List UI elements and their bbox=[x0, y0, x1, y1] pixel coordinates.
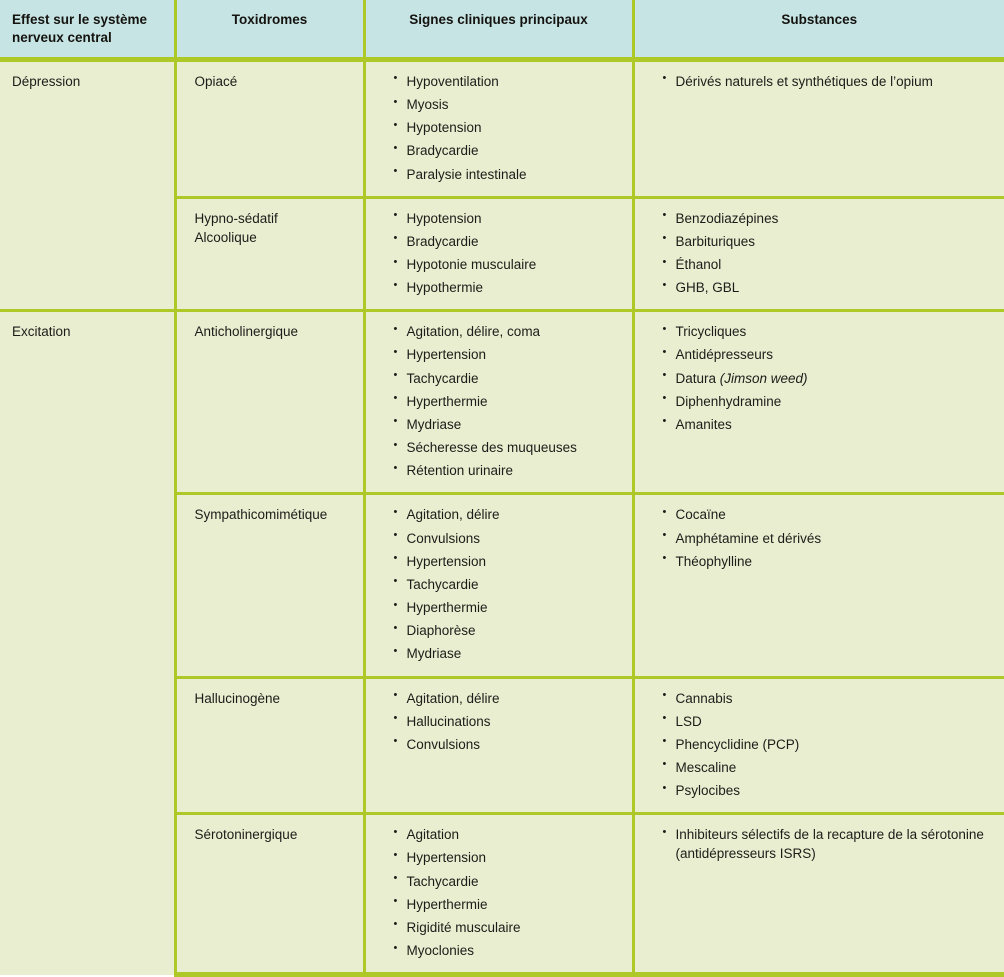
substance-item: • Tricycliques bbox=[663, 322, 995, 341]
sign-item-list bbox=[394, 825, 622, 960]
substance-item: • Antidépresseurs bbox=[663, 345, 995, 364]
sign-item: • Mydriase bbox=[394, 644, 622, 663]
cell-toxidrome bbox=[175, 494, 364, 677]
cell-substances bbox=[633, 814, 1004, 975]
sign-item: • Myoclonies bbox=[394, 941, 622, 960]
sign-item: • Tachycardie bbox=[394, 872, 622, 891]
table-row bbox=[0, 311, 1004, 494]
sign-item: • Hallucinations bbox=[394, 712, 622, 731]
sign-item: • Mydriase bbox=[394, 415, 622, 434]
cell-toxidrome bbox=[175, 197, 364, 311]
sign-item: • Hyperthermie bbox=[394, 895, 622, 914]
column-header-signes-cliniques: Signes cliniques principaux bbox=[364, 0, 633, 59]
sign-item: • Hypoventilation bbox=[394, 72, 622, 91]
substance-item: • Barbituriques bbox=[663, 232, 995, 251]
sign-item: • Bradycardie bbox=[394, 232, 622, 251]
sign-item: • Myosis bbox=[394, 95, 622, 114]
column-header-toxidromes: Toxidromes bbox=[175, 0, 364, 59]
effect-label: Dépression bbox=[12, 73, 81, 89]
substance-item: • Phencyclidine (PCP) bbox=[663, 735, 995, 754]
sign-item: • Hypertension bbox=[394, 848, 622, 867]
substance-item-list bbox=[663, 322, 995, 434]
substance-item: • Cocaïne bbox=[663, 505, 995, 524]
substance-item-list bbox=[663, 689, 995, 801]
sign-item-list bbox=[394, 72, 622, 184]
cell-toxidrome bbox=[175, 677, 364, 814]
sign-item: • Hyperthermie bbox=[394, 392, 622, 411]
sign-item: • Rigidité musculaire bbox=[394, 918, 622, 937]
cell-toxidrome bbox=[175, 814, 364, 975]
toxidrome-label: Hypno-sédatif bbox=[194, 210, 278, 226]
substance-item: • Dérivés naturels et synthétiques de l’opium bbox=[663, 72, 995, 91]
substance-item: • GHB, GBL bbox=[663, 278, 995, 297]
substance-item-list bbox=[663, 209, 995, 298]
sign-item: • Hypotension bbox=[394, 209, 622, 228]
cell-signes-cliniques bbox=[364, 59, 633, 197]
toxidrome-label: Sérotoninergique bbox=[194, 827, 298, 843]
sign-item: • Hypothermie bbox=[394, 278, 622, 297]
substance-item: • Diphenhydramine bbox=[663, 392, 995, 411]
sign-item-list bbox=[394, 209, 622, 298]
cell-toxidrome bbox=[175, 311, 364, 494]
toxidrome-label: Anticholinergique bbox=[194, 324, 299, 340]
substance-item: • Amphétamine et dérivés bbox=[663, 529, 995, 548]
column-header-effect: Effest sur le système nerveux central bbox=[0, 0, 175, 59]
substance-item: • Théophylline bbox=[663, 552, 995, 571]
substance-item-list bbox=[663, 825, 995, 863]
cell-substances bbox=[633, 59, 1004, 197]
cell-signes-cliniques bbox=[364, 814, 633, 975]
substance-item: • Cannabis bbox=[663, 689, 995, 708]
sign-item-list bbox=[394, 689, 622, 754]
sign-item: • Agitation, délire bbox=[394, 505, 622, 524]
toxidrome-label: Opiacé bbox=[194, 73, 238, 89]
cell-substances bbox=[633, 197, 1004, 311]
sign-item: • Rétention urinaire bbox=[394, 461, 622, 480]
sign-item: • Agitation, délire bbox=[394, 689, 622, 708]
sign-item: • Bradycardie bbox=[394, 141, 622, 160]
toxidrome-label: Sympathicomimétique bbox=[194, 507, 328, 523]
cell-substances bbox=[633, 677, 1004, 814]
substance-item: • Datura (Jimson weed) bbox=[663, 369, 995, 388]
substance-item: • Amanites bbox=[663, 415, 995, 434]
substance-item: • Benzodiazépines bbox=[663, 209, 995, 228]
italic-text: (Jimson weed) bbox=[719, 370, 808, 386]
cell-substances bbox=[633, 311, 1004, 494]
table-body bbox=[0, 59, 1004, 974]
sign-item: • Convulsions bbox=[394, 735, 622, 754]
effect-label: Excitation bbox=[12, 324, 71, 340]
table-header bbox=[0, 0, 1004, 59]
sign-item-list bbox=[394, 322, 622, 480]
sign-item: • Hypertension bbox=[394, 345, 622, 364]
sign-item: • Hypotension bbox=[394, 118, 622, 137]
substance-item: • Éthanol bbox=[663, 255, 995, 274]
sign-item: • Hypotonie musculaire bbox=[394, 255, 622, 274]
sign-item: • Agitation bbox=[394, 825, 622, 844]
substance-item-list bbox=[663, 505, 995, 570]
toxidrome-label: Hallucinogène bbox=[194, 690, 281, 706]
sign-item: • Diaphorèse bbox=[394, 621, 622, 640]
cell-signes-cliniques bbox=[364, 494, 633, 677]
cell-signes-cliniques bbox=[364, 311, 633, 494]
table-row bbox=[0, 59, 1004, 197]
sign-item: • Tachycardie bbox=[394, 369, 622, 388]
cell-substances bbox=[633, 494, 1004, 677]
sign-item: • Paralysie intestinale bbox=[394, 165, 622, 184]
sign-item: • Hypertension bbox=[394, 552, 622, 571]
sign-item: • Tachycardie bbox=[394, 575, 622, 594]
cell-toxidrome bbox=[175, 59, 364, 197]
cell-signes-cliniques bbox=[364, 197, 633, 311]
substance-item-list bbox=[663, 72, 995, 91]
sign-item: • Sécheresse des muqueuses bbox=[394, 438, 622, 457]
sign-item: • Convulsions bbox=[394, 529, 622, 548]
column-header-substances: Substances bbox=[633, 0, 1004, 59]
toxidrome-label: Alcoolique bbox=[194, 229, 257, 245]
substance-item: • Inhibiteurs sélectifs de la recapture de la sérotonine (antidépresseurs ISRS) bbox=[663, 825, 995, 863]
cell-effect-cns bbox=[0, 59, 175, 310]
sign-item: • Hyperthermie bbox=[394, 598, 622, 617]
substance-item: • LSD bbox=[663, 712, 995, 731]
cell-signes-cliniques bbox=[364, 677, 633, 814]
sign-item: • Agitation, délire, coma bbox=[394, 322, 622, 341]
substance-item: • Psylocibes bbox=[663, 781, 995, 800]
substance-item: • Mescaline bbox=[663, 758, 995, 777]
header-row bbox=[0, 0, 1004, 59]
sign-item-list bbox=[394, 505, 622, 663]
cell-effect-cns bbox=[0, 311, 175, 975]
